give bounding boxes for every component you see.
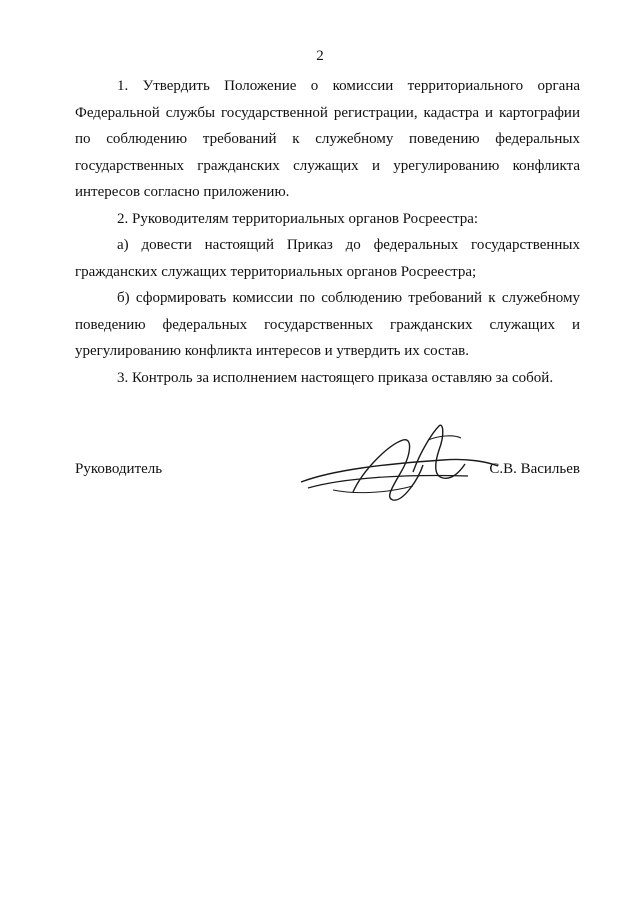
document-body <box>75 73 580 391</box>
signature-block <box>75 452 580 492</box>
paragraph-item-a: а) довести настоящий Приказ до федеральных государственных гражданских служащих территориальных органов Росреестра; <box>75 237 580 280</box>
page-number: 2 <box>316 48 324 64</box>
handwritten-signature <box>293 420 503 510</box>
paragraph-approve-regulation: 1. Утвердить Положение о комиссии территориального органа Федеральной службы государственной регистрации, кадастра и картографии по соблюдению требований к служебному поведению федеральных государственных гражданских служащих и урегулированию конфликта интересов согласно приложению. <box>75 78 580 200</box>
signatory-title: Руководитель <box>75 461 163 477</box>
paragraph-item-b: б) сформировать комиссии по соблюдению требований к служебному поведению федеральных государственных гражданских служащих и урегулированию конфликта интересов и утвердить их состав. <box>75 290 580 359</box>
paragraph-control: 3. Контроль за исполнением настоящего приказа оставляю за собой. <box>117 369 554 386</box>
signatory-name: С.В. Васильев <box>489 461 580 477</box>
paragraph-heads-instruction: 2. Руководителям территориальных органов Росреестра: <box>117 210 479 227</box>
